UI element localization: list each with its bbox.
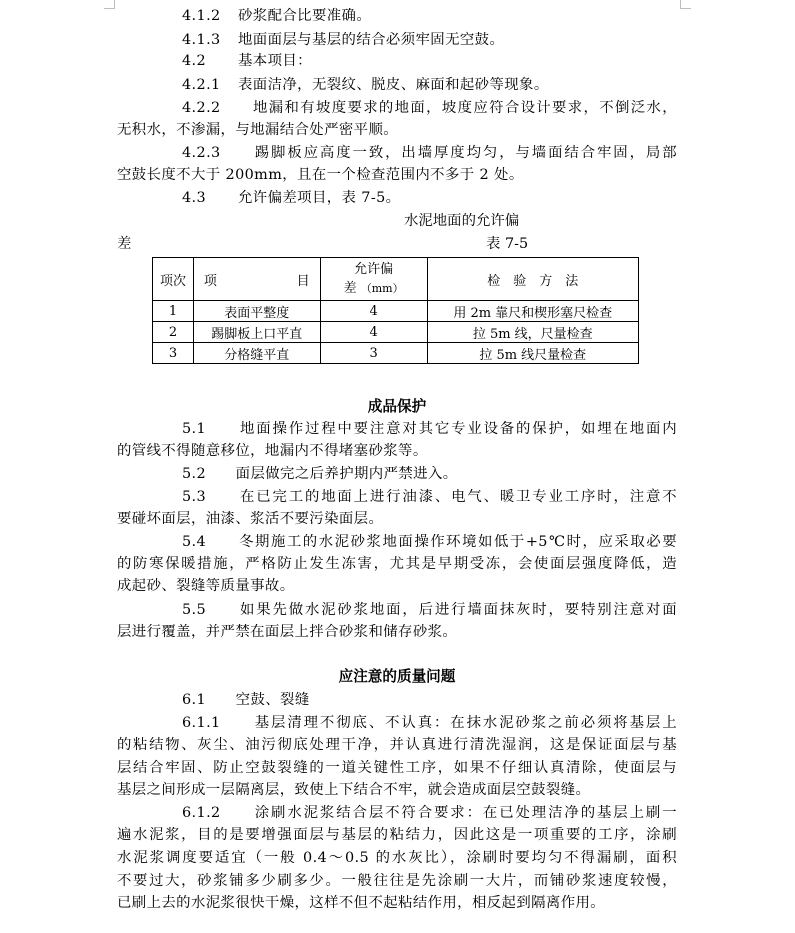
header-tolerance	[320, 258, 427, 301]
cell-tolerance: 4	[320, 322, 427, 343]
clause-4-2-1	[182, 74, 677, 96]
cell-tolerance: 4	[320, 301, 427, 322]
para-line: 水泥浆调度要适宜（一般 0.4～0.5 的水灰比），涂刷时要均匀不得漏刷，面积	[117, 850, 677, 866]
clause-4-3	[182, 187, 677, 209]
para-line: 6.1.2 涂刷水泥浆结合层不符合要求：在已处理洁净的基层上刷一	[182, 805, 677, 821]
para-line: 遍水泥浆，目的是要增强面层与基层的粘结力，因此这是一项重要的工序，涂刷	[117, 827, 677, 843]
clause-text: 基本项目：	[238, 53, 312, 69]
cell-method: 拉 5m 线尺量检查	[427, 343, 638, 364]
page-corner-mark-left	[104, 0, 115, 9]
header-item-part-a: 项	[203, 273, 217, 289]
cell-method: 拉 5m 线，尺量检查	[427, 322, 638, 343]
clause-text: 砂浆配合比要准确。	[238, 8, 372, 24]
cell-index: 3	[153, 343, 194, 364]
clause-4-1-3	[182, 29, 677, 51]
table-title: 水泥地面的允许偏	[404, 213, 520, 229]
header-item	[193, 258, 320, 301]
clause-number: 4.1.2	[182, 8, 221, 24]
para-line: 层结合牢固、防止空鼓裂缝的一道关键性工序，如果不仔细认真清除，使面层与	[117, 760, 677, 776]
cell-item: 表面平整度	[193, 301, 320, 322]
clause-number: 4.1.3	[182, 32, 221, 48]
para-line: 的粘结物、灰尘、油污彻底处理干净，并认真进行清洗湿润，这是保证面层与基	[117, 737, 677, 753]
clause-text: 表面洁净，无裂纹、脱皮、麻面和起砂等现象。	[238, 77, 549, 93]
cell-index: 2	[153, 322, 194, 343]
header-tolerance-unit: （mm）	[360, 282, 404, 295]
cell-index: 1	[153, 301, 194, 322]
table-row	[153, 322, 639, 343]
para-line: 要碰坏面层，油漆、浆活不要污染面层。	[117, 511, 384, 527]
clause-4-2-3-line-1: 4.2.3 踢脚板应高度一致，出墙厚度均匀，与墙面结合牢固，局部	[182, 145, 677, 161]
para-line: 层进行覆盖，并严禁在面层上拌合砂浆和储存砂浆。	[117, 624, 458, 640]
clause-number: 4.2	[182, 53, 207, 69]
page-corner-mark-right	[680, 0, 691, 9]
header-tolerance-line-1: 允许偏	[354, 262, 394, 277]
para-line: 不要过大，砂浆铺多少刷多少。一般往往是先涂刷一大片，而铺砂浆速度较慢，	[117, 873, 677, 889]
header-method: 检 验 方 法	[427, 258, 638, 301]
clause-4-2-2-line-1: 4.2.2 地漏和有坡度要求的地面，坡度应符合设计要求，不倒泛水，	[182, 100, 677, 116]
para-line: 5.1 地面操作过程中要注意对其它专业设备的保护，如埋在地面内	[182, 421, 677, 437]
clause-4-1-2	[182, 5, 677, 27]
para-line: 已刷上去的水泥浆很快干燥，这样不但不起粘结作用，相反起到隔离作用。	[117, 895, 606, 911]
table-title-wrap: 差	[117, 236, 132, 252]
para-line: 6.1 空鼓、裂缝	[182, 692, 310, 708]
table-header-row	[153, 258, 639, 301]
clause-4-2	[182, 50, 677, 72]
header-item-part-b: 目	[296, 273, 310, 289]
para-line: 5.4 冬期施工的水泥砂浆地面操作环境如低于+5℃时，应采取必要	[182, 534, 677, 550]
para-line: 基层之间形成一层隔离层，致使上下结合不牢，就会造成面层空鼓裂缝。	[117, 782, 591, 798]
clause-number: 4.3	[182, 190, 207, 206]
para-line: 的防寒保暖措施，严格防止发生冻害，尤其是早期受冻，会使面层强度降低，造	[117, 556, 677, 572]
table-number: 表 7-5	[486, 236, 529, 252]
clause-text: 允许偏差项目，表 7-5。	[238, 190, 401, 206]
cell-item: 分格缝平直	[193, 343, 320, 364]
cell-method: 用 2m 靠尺和楔形塞尺检查	[427, 301, 638, 322]
para-line: 的管线不得随意移位，地漏内不得堵塞砂浆等。	[117, 443, 428, 459]
header-index: 项次	[153, 258, 194, 301]
tolerance-table	[152, 257, 639, 364]
para-line: 5.5 如果先做水泥砂浆地面，后进行墙面抹灰时，要特别注意对面	[182, 602, 677, 618]
clause-4-2-3-line-2: 空鼓长度不大于 200mm，且在一个检查范围内不多于 2 处。	[117, 167, 524, 183]
para-line: 5.3 在已完工的地面上进行油漆、电气、暖卫专业工序时，注意不	[182, 489, 677, 505]
section-heading-quality-issues: 应注意的质量问题	[338, 668, 456, 685]
table-row	[153, 301, 639, 322]
cell-tolerance: 3	[320, 343, 427, 364]
para-line: 6.1.1 基层清理不彻底、不认真：在抹水泥砂浆之前必须将基层上	[182, 715, 677, 731]
clause-text: 地面面层与基层的结合必须牢固无空鼓。	[238, 32, 505, 48]
section-heading-product-protection: 成品保护	[367, 398, 427, 415]
clause-number: 4.2.1	[182, 77, 221, 93]
header-tolerance-line-2: 差	[343, 281, 357, 296]
cell-item: 踢脚板上口平直	[193, 322, 320, 343]
para-line: 成起砂、裂缝等质量事故。	[117, 578, 295, 594]
clause-4-2-2-line-2: 无积水，不渗漏，与地漏结合处严密平顺。	[117, 122, 399, 138]
table-row	[153, 343, 639, 364]
para-line: 5.2 面层做完之后养护期内严禁进入。	[182, 466, 458, 482]
